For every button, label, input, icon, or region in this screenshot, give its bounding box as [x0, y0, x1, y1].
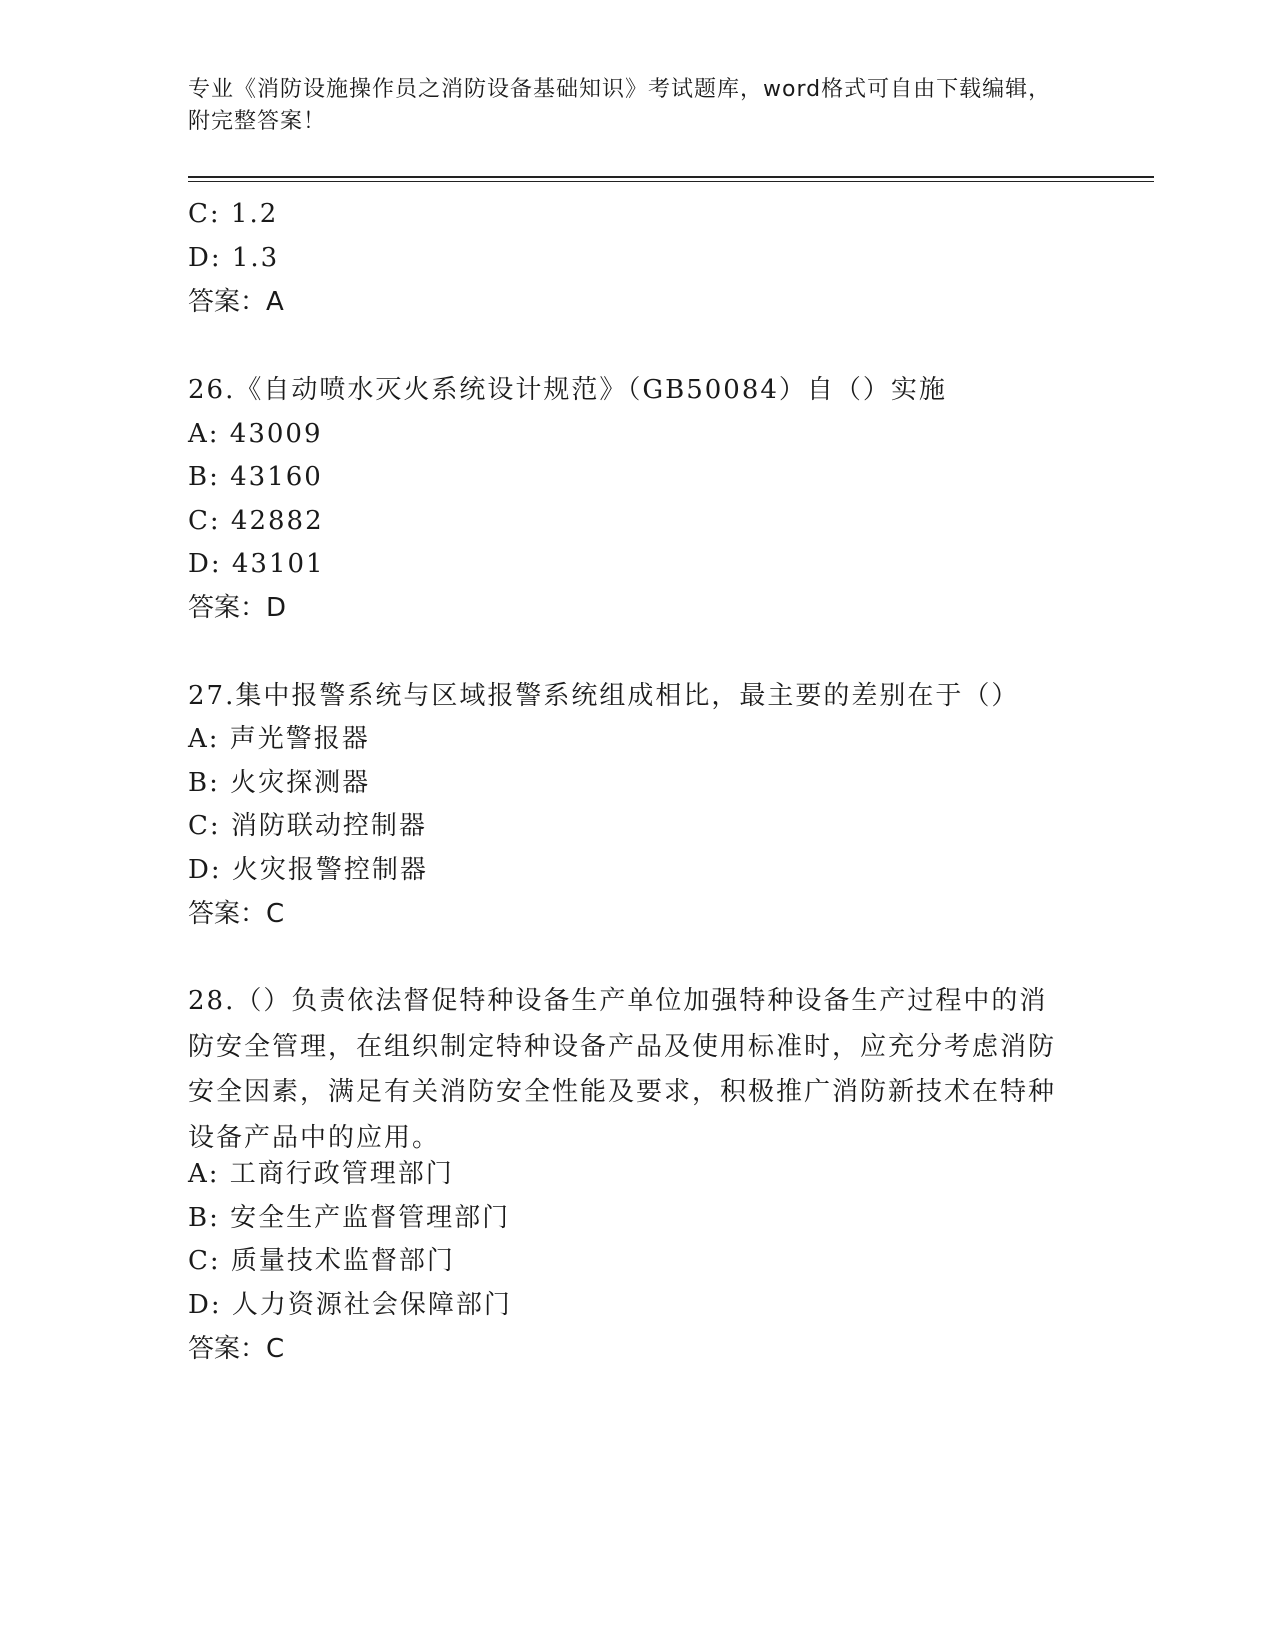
prev-option-d: D: 1.3 — [188, 243, 280, 273]
header-divider-thick — [188, 176, 1154, 178]
prev-answer: 答案：A — [188, 287, 284, 317]
question-27-text: 27.集中报警系统与区域报警系统组成相比，最主要的差别在于（） — [188, 681, 1020, 711]
document-header: 专业《消防设施操作员之消防设备基础知识》考试题库，word格式可自由下载编辑，附完整答案！ — [188, 77, 1052, 134]
question-26-option-d: D: 43101 — [188, 549, 325, 579]
question-27-option-b: B: 火灾探测器 — [188, 768, 371, 798]
question-27-option-c: C: 消防联动控制器 — [188, 811, 427, 841]
question-27-answer: 答案：C — [188, 899, 285, 929]
question-28-answer: 答案：C — [188, 1334, 285, 1364]
question-28-option-c: C: 质量技术监督部门 — [188, 1246, 455, 1276]
question-26-option-a: A: 43009 — [188, 419, 323, 449]
question-27-option-d: D: 火灾报警控制器 — [188, 855, 428, 885]
question-28-text: 28.（）负责依法督促特种设备生产单位加强特种设备生产过程中的消防安全管理，在组织制定特种设备产品及使用标准时，应充分考虑消防安全因素，满足有关消防安全性能及要求，积极推广消防新技术在特种设备产品中的应用。 — [188, 986, 1057, 1153]
question-27-option-a: A: 声光警报器 — [188, 724, 370, 754]
question-28-option-b: B: 安全生产监督管理部门 — [188, 1203, 511, 1233]
prev-option-c: C: 1.2 — [188, 199, 279, 229]
question-26-text: 26.《自动喷水灭火系统设计规范》（GB50084）自（）实施 — [188, 375, 947, 405]
question-28-option-a: A: 工商行政管理部门 — [188, 1159, 454, 1189]
question-28-option-d: D: 人力资源社会保障部门 — [188, 1290, 512, 1320]
question-26-option-b: B: 43160 — [188, 462, 323, 492]
question-26-option-c: C: 42882 — [188, 506, 324, 536]
question-26-answer: 答案：D — [188, 593, 287, 623]
header-divider-thin — [188, 181, 1154, 182]
